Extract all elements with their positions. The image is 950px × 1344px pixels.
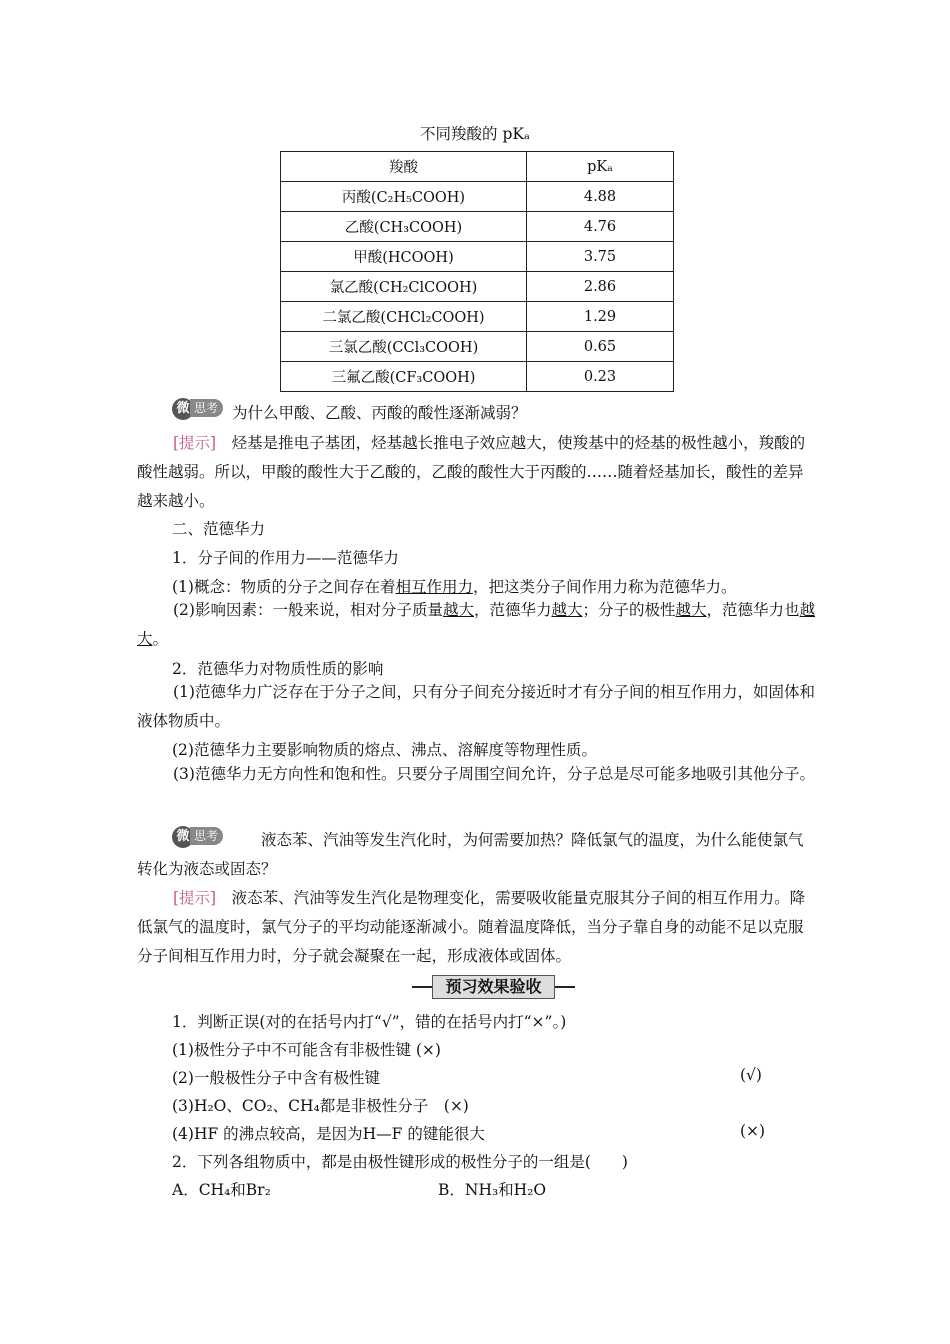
acid-cell: 二氯乙酸(CHCl₂COOH) [281,302,527,332]
question-1-title: 1．判断正误(对的在括号内打“√”，错的在括号内打“×”。) [172,1013,567,1031]
quiz-mark-4: (×) [740,1122,766,1140]
concept-paragraph: (1)概念：物质的分子之间存在着相互作用力，把这类分子间作用力称为范德华力。 [172,578,737,596]
acid-cell: 乙酸(CH₃COOH) [281,212,527,242]
think2-hint [137,884,817,971]
section-banner: 预习效果验收 [412,975,575,999]
quiz-item-3: (3)H₂O、CO₂、CH₄都是非极性分子 (×) [172,1097,469,1115]
factors-paragraph: (2)影响因素：一般来说，相对分子质量越大，范德华力越大；分子的极性越大，范德华力也越大。 [137,601,816,648]
wei-icon: 微 [172,826,194,848]
pka-cell: 1.29 [527,302,674,332]
table-header-row [281,152,674,182]
section-title: 二、范德华力 [172,520,266,538]
underlined-answer: 越大 [137,601,816,648]
table-row [281,332,674,362]
think-label: 思考 [190,399,223,417]
underlined-answer: 相互作用力 [395,578,473,596]
acid-cell: 丙酸(C₂H₅COOH) [281,182,527,212]
option-b: B．NH₃和H₂O [438,1181,547,1199]
effect-paragraph-2: (2)范德华力主要影响物质的熔点、沸点、溶解度等物理性质。 [172,741,597,759]
acid-cell: 三氯乙酸(CCl₃COOH) [281,332,527,362]
underlined-answer: 越大 [442,601,474,619]
hint-tag: [提示] [173,434,217,452]
underlined-answer: 越大 [551,601,583,619]
quiz-item-1: (1)极性分子中不可能含有非极性键 (×) [172,1041,441,1059]
underlined-answer: 越大 [675,601,707,619]
subsection-title-2: 2．范德华力对物质性质的影响 [172,660,384,678]
pka-cell: 3.75 [527,242,674,272]
table-row [281,212,674,242]
acid-cell: 氯乙酸(CH₂ClCOOH) [281,272,527,302]
acid-cell: 三氟乙酸(CF₃COOH) [281,362,527,392]
option-a: A．CH₄和Br₂ [172,1181,271,1199]
pka-cell: 4.76 [527,212,674,242]
acid-cell: 羧酸 [281,152,527,182]
effect-paragraph-1: (1)范德华力广泛存在于分子之间，只有分子间充分接近时才有分子间的相互作用力，如固体和液体物质中。 [137,683,815,730]
quiz-item-4: (4)HF 的沸点较高，是因为H—F 的键能很大 [172,1125,485,1143]
quiz-mark-2: (√) [740,1066,762,1084]
table-row [281,242,674,272]
acid-cell: 甲酸(HCOOH) [281,242,527,272]
pka-cell: 4.88 [527,182,674,212]
question-2-title: 2．下列各组物质中，都是由极性键形成的极性分子的一组是( ) [172,1153,628,1171]
subsection-title-1: 1．分子间的作用力——范德华力 [172,549,399,567]
pka-table [280,151,674,392]
hint-text: 烃基是推电子基团，烃基越长推电子效应越大，使羧基中的烃基的极性越小，羧酸的酸性越弱。所以，甲酸的酸性大于乙酸的，乙酸的酸性大于丙酸的……随着烃基加长，酸性的差异越来越小。 [137,434,806,510]
wei-icon: 微 [172,398,194,420]
hint-tag: [提示] [173,889,217,907]
pka-cell: 0.23 [527,362,674,392]
pka-cell: 2.86 [527,272,674,302]
think1-hint [137,429,817,516]
think1-question: 为什么甲酸、乙酸、丙酸的酸性逐渐减弱？ [232,404,527,422]
table-caption: 不同羧酸的 pKₐ [420,125,530,143]
pka-cell: pKₐ [527,152,674,182]
table-row [281,272,674,302]
think-badge [172,398,223,420]
pka-cell: 0.65 [527,332,674,362]
table-row [281,182,674,212]
effect-paragraph-3: (3)范德华力无方向性和饱和性。只要分子周围空间允许，分子总是尽可能多地吸引其他分子。 [173,765,815,783]
hint-text: 液态苯、汽油等发生汽化是物理变化，需要吸收能量克服其分子间的相互作用力。降低氯气的温度时，氯气分子的平均动能逐渐减小。随着温度降低，当分子靠自身的动能不足以克服分子间相互作用力时，分子就会凝聚在一起，形成液体或固体。 [137,889,806,965]
think2-question: 液态苯、汽油等发生汽化时，为何需要加热？降低氯气的温度，为什么能使氯气转化为液态或固态？ [137,831,804,878]
table-row [281,362,674,392]
table-row [281,302,674,332]
quiz-item-2: (2)一般极性分子中含有极性键 [172,1069,380,1087]
think-label: 思考 [190,827,223,845]
